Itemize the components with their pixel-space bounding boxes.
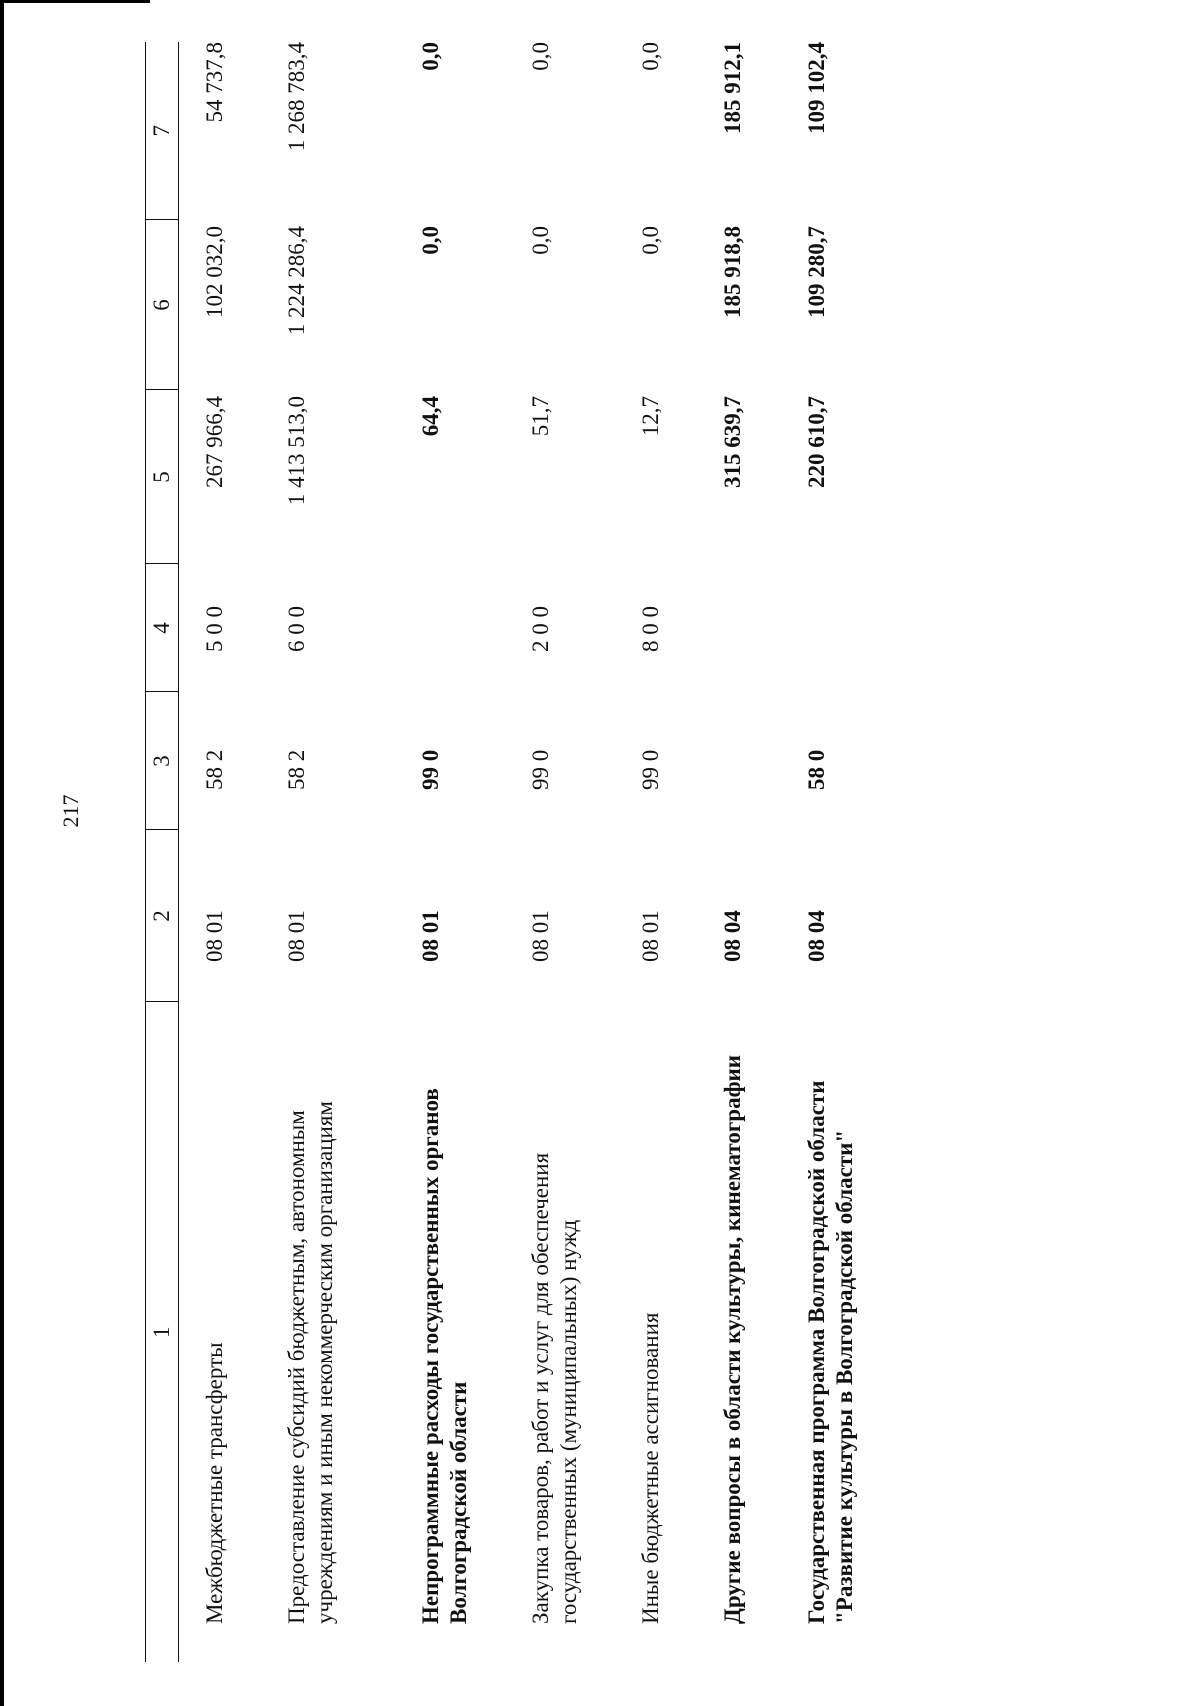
column-header-3: 3 <box>146 692 179 830</box>
row-value-col5: 1 413 513,0 <box>284 396 309 506</box>
row-expense-type <box>697 564 781 692</box>
row-program-code: 58 0 <box>804 749 829 790</box>
row-expense-type: 8 0 0 <box>638 606 663 652</box>
row-expense-type: 5 0 0 <box>202 606 227 652</box>
column-header-1: 1 <box>146 1002 179 1662</box>
row-value-col6: 109 280,7 <box>804 226 829 318</box>
row-value-col6: 0,0 <box>528 226 553 255</box>
row-section-code: 08 01 <box>202 910 227 962</box>
row-value-col5: 267 966,4 <box>202 396 227 488</box>
column-header-7: 7 <box>146 42 179 220</box>
row-expense-type <box>395 564 505 692</box>
table-row <box>697 42 781 1662</box>
column-header-5: 5 <box>146 390 179 564</box>
row-section-code: 08 01 <box>528 910 553 962</box>
row-name: Предоставление субсидий бюджетным, автономным учреждениям и иным некоммерческим организациям <box>284 1101 337 1624</box>
row-value-col7: 185 912,1 <box>720 42 745 134</box>
row-value-col7: 0,0 <box>418 42 443 71</box>
column-header-6: 6 <box>146 220 179 390</box>
row-value-col5: 51,7 <box>528 396 553 437</box>
table-row <box>261 42 395 1662</box>
budget-table <box>145 42 915 1662</box>
row-section-code: 08 01 <box>284 910 309 962</box>
row-value-col5: 12,7 <box>638 396 663 437</box>
row-name: Другие вопросы в области культуры, кинематографии <box>720 1054 745 1624</box>
row-name: Государственная программа Волгоградской области "Развитие культуры в Волгоградской области" <box>804 1080 857 1624</box>
row-value-col6: 0,0 <box>418 226 443 255</box>
row-name: Закупка товаров, работ и услуг для обеспечения государственных (муниципальных) нужд <box>528 1152 581 1624</box>
row-program-code: 58 2 <box>202 749 227 790</box>
row-program-code: 99 0 <box>418 749 443 790</box>
table-row <box>505 42 615 1662</box>
row-program-code: 99 0 <box>638 749 663 790</box>
header-row <box>146 42 179 1662</box>
row-value-col6: 102 032,0 <box>202 226 227 318</box>
table-row <box>781 42 915 1662</box>
table-row <box>179 42 262 1662</box>
row-expense-type: 2 0 0 <box>528 606 553 652</box>
page-number: 217 <box>58 794 83 828</box>
row-value-col7: 54 737,8 <box>202 42 227 123</box>
row-value-col6: 0,0 <box>638 226 663 255</box>
row-expense-type <box>781 564 915 692</box>
row-section-code: 08 04 <box>720 910 745 962</box>
table-row <box>615 42 697 1662</box>
budget-sheet <box>145 42 1045 1662</box>
row-section-code: 08 01 <box>638 910 663 962</box>
row-value-col7: 109 102,4 <box>804 42 829 134</box>
row-name: Межбюджетные трансферты <box>202 1342 227 1624</box>
column-header-2: 2 <box>146 830 179 1002</box>
row-value-col7: 0,0 <box>638 42 663 71</box>
row-program-code: 58 2 <box>284 749 309 790</box>
row-value-col5: 315 639,7 <box>720 396 745 488</box>
scan-edge-bar <box>0 0 150 3</box>
table-row <box>395 42 505 1662</box>
column-header-4: 4 <box>146 564 179 692</box>
row-name: Непрограммные расходы государственных органов Волгоградской области <box>418 1088 471 1624</box>
row-value-col5: 64,4 <box>418 396 443 437</box>
row-value-col5: 220 610,7 <box>804 396 829 488</box>
row-section-code: 08 04 <box>804 910 829 962</box>
scan-left-edge <box>0 0 4 1706</box>
row-program-code <box>697 692 781 830</box>
row-section-code: 08 01 <box>418 910 443 962</box>
row-expense-type: 6 0 0 <box>284 606 309 652</box>
row-value-col7: 0,0 <box>528 42 553 71</box>
row-value-col6: 185 918,8 <box>720 226 745 318</box>
row-value-col7: 1 268 783,4 <box>284 42 309 152</box>
row-value-col6: 1 224 286,4 <box>284 226 309 336</box>
row-name: Иные бюджетные ассигнования <box>638 1312 663 1624</box>
row-program-code: 99 0 <box>528 749 553 790</box>
